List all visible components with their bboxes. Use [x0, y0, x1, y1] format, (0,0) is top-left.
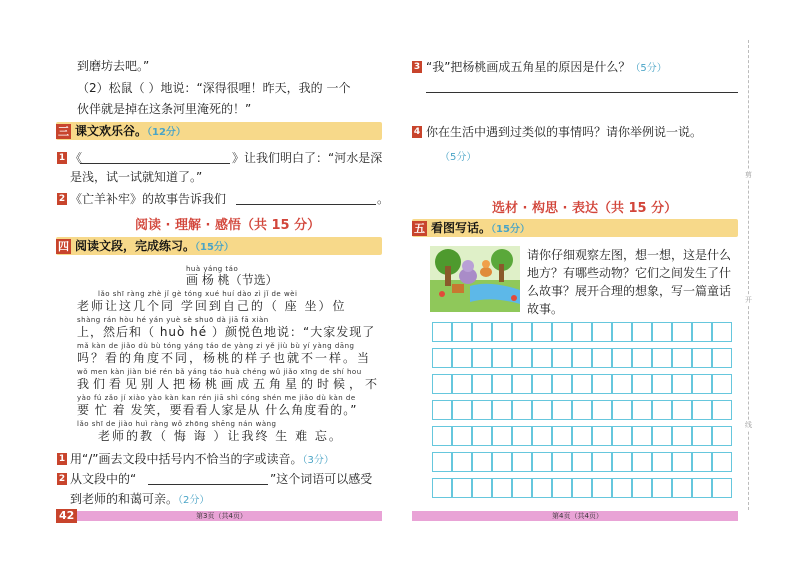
- grid-cell[interactable]: [512, 322, 532, 342]
- grid-cell[interactable]: [692, 322, 712, 342]
- cut-line: [748, 40, 749, 510]
- grid-cell[interactable]: [552, 478, 572, 498]
- grid-cell[interactable]: [592, 348, 612, 368]
- section-number: 五: [414, 222, 425, 235]
- question-text: 到老师的和蔼可亲。（2分）: [70, 492, 210, 506]
- answer-line[interactable]: [426, 92, 738, 93]
- grid-cell[interactable]: [592, 400, 612, 420]
- grid-cell[interactable]: [452, 426, 472, 446]
- grid-cell[interactable]: [452, 374, 472, 394]
- prompt-line: 故事。: [527, 302, 564, 316]
- grid-cell[interactable]: [692, 426, 712, 446]
- question-text: 《亡羊补牢》的故事告诉我们: [70, 192, 227, 206]
- grid-cell[interactable]: [592, 478, 612, 498]
- grid-cell[interactable]: [432, 452, 452, 472]
- grid-cell[interactable]: [692, 400, 712, 420]
- grid-cell[interactable]: [652, 322, 672, 342]
- grid-cell[interactable]: [632, 452, 652, 472]
- pinyin-line: yào fú zǎo jí xiào yào kàn kan rén jiā shì cóng shén me jiǎo dù kàn de: [77, 394, 356, 402]
- passage-line: 我们看见别人把杨桃画成五角星的时候，不: [77, 377, 382, 391]
- question-score: （2分）: [178, 495, 210, 506]
- grid-cell[interactable]: [692, 478, 712, 498]
- grid-cell[interactable]: [612, 426, 632, 446]
- grid-cell[interactable]: [552, 322, 572, 342]
- grid-cell[interactable]: [472, 348, 492, 368]
- grid-cell[interactable]: [432, 478, 452, 498]
- grid-cell[interactable]: [472, 400, 492, 420]
- grid-cell[interactable]: [472, 426, 492, 446]
- grid-cell[interactable]: [652, 374, 672, 394]
- section-title: 看图写话。（15分）: [431, 221, 530, 235]
- grid-cell[interactable]: [612, 452, 632, 472]
- grid-cell[interactable]: [712, 478, 732, 498]
- pinyin-line: lǎo shī de jiào huì ràng wǒ zhōng shēng nán wàng: [77, 420, 277, 428]
- grid-cell[interactable]: [492, 400, 512, 420]
- question-number: 3: [413, 62, 421, 72]
- grid-cell[interactable]: [492, 426, 512, 446]
- grid-cell[interactable]: [572, 478, 592, 498]
- grid-cell[interactable]: [452, 452, 472, 472]
- grid-cell[interactable]: [512, 348, 532, 368]
- grid-cell[interactable]: [592, 452, 612, 472]
- part-headline: 选材 · 构思 · 表达（共 15 分）: [492, 201, 678, 216]
- question-text: 用“/”画去文段中括号内不恰当的字或读音。（3分）: [70, 452, 334, 466]
- grid-cell[interactable]: [572, 374, 592, 394]
- grid-cell[interactable]: [472, 374, 492, 394]
- footer-page-text: 第4页（共4页）: [552, 512, 603, 520]
- pinyin-line: mǎ kàn de jiǎo dù bù tóng yáng táo de yàng zi yě jiù bù yí yàng dāng: [77, 342, 355, 350]
- grid-cell[interactable]: [472, 322, 492, 342]
- grid-cell[interactable]: [652, 478, 672, 498]
- grid-cell[interactable]: [632, 374, 652, 394]
- grid-cell[interactable]: [432, 374, 452, 394]
- section-score: （12分）: [147, 127, 186, 138]
- grid-cell[interactable]: [512, 374, 532, 394]
- section-score: （15分）: [195, 242, 234, 253]
- passage-line: 上，然后和（ huò hé ）颜悦色地说：“大家发现了: [77, 325, 376, 339]
- grid-cell[interactable]: [452, 322, 472, 342]
- grid-cell[interactable]: [592, 322, 612, 342]
- grid-cell[interactable]: [652, 400, 672, 420]
- section-title: 课文欢乐谷。（12分）: [75, 124, 186, 138]
- grid-cell[interactable]: [532, 478, 552, 498]
- passage-title-pinyin: huà yáng táo: [186, 265, 239, 273]
- grid-cell[interactable]: [492, 348, 512, 368]
- passage-line: 吗？看的角度不同，杨桃的样子也就不一样。当: [77, 351, 372, 365]
- question-text: 。: [377, 192, 390, 206]
- grid-cell[interactable]: [552, 452, 572, 472]
- question-text: 是浅，试一试就知道了。”: [70, 170, 203, 184]
- grid-cell[interactable]: [712, 374, 732, 394]
- grid-cell[interactable]: [712, 322, 732, 342]
- grid-cell[interactable]: [672, 322, 692, 342]
- grid-cell[interactable]: [592, 374, 612, 394]
- grid-cell[interactable]: [552, 374, 572, 394]
- pinyin-line: shàng rán hòu hé yán yuè sè shuō dà jiā fā xiàn: [77, 316, 269, 324]
- grid-cell[interactable]: [432, 322, 452, 342]
- question-score: （5分）: [440, 152, 477, 163]
- question-number: 4: [413, 127, 421, 137]
- question-text: 从文段中的“: [70, 472, 137, 486]
- part-headline: 阅读 · 理解 · 感悟（共 15 分）: [135, 218, 321, 233]
- grid-cell[interactable]: [532, 452, 552, 472]
- grid-cell[interactable]: [672, 348, 692, 368]
- grid-cell[interactable]: [452, 478, 472, 498]
- question-text: ”这个词语可以感受: [270, 472, 373, 486]
- grid-cell[interactable]: [512, 478, 532, 498]
- passage-line: 老师的教（ 悔 诲 ）让我终 生 难 忘。: [98, 429, 343, 443]
- question-number: 1: [58, 454, 66, 464]
- section-number: 三: [58, 125, 69, 138]
- passage-title: 画 杨 桃（节选）: [186, 273, 278, 287]
- grid-cell[interactable]: [552, 426, 572, 446]
- margin-mark: 线: [745, 421, 752, 429]
- grid-cell[interactable]: [672, 452, 692, 472]
- answer-blank[interactable]: [80, 163, 230, 164]
- question-score: （5分）: [630, 63, 667, 74]
- grid-cell[interactable]: [512, 452, 532, 472]
- grid-cell[interactable]: [492, 374, 512, 394]
- grid-cell[interactable]: [592, 426, 612, 446]
- grid-cell[interactable]: [712, 348, 732, 368]
- grid-cell[interactable]: [612, 478, 632, 498]
- grid-cell[interactable]: [712, 426, 732, 446]
- grid-cell[interactable]: [672, 426, 692, 446]
- grid-cell[interactable]: [572, 452, 592, 472]
- grid-cell[interactable]: [652, 426, 672, 446]
- grid-cell[interactable]: [552, 400, 572, 420]
- passage-line: 老师让这几个同 学回到自己的（ 座 坐）位: [77, 299, 347, 313]
- section-number: 四: [58, 240, 69, 253]
- grid-cell[interactable]: [532, 322, 552, 342]
- footer-page-text: 第3页（共4页）: [196, 512, 247, 520]
- grid-cell[interactable]: [532, 400, 552, 420]
- question-text: 》让我们明白了：“河水是深: [232, 151, 383, 165]
- grid-cell[interactable]: [572, 322, 592, 342]
- prompt-line: 请你仔细观察左图，想一想，这是什么: [527, 248, 732, 262]
- page-footer: [412, 511, 738, 521]
- grid-cell[interactable]: [612, 322, 632, 342]
- grid-cell[interactable]: [612, 348, 632, 368]
- text-line: 伙伴就是掉在这条河里淹死的！”: [77, 102, 252, 116]
- grid-cell[interactable]: [572, 426, 592, 446]
- grid-cell[interactable]: [432, 400, 452, 420]
- question-text: “我”把杨桃画成五角星的原因是什么？（5分）: [426, 60, 667, 74]
- prompt-line: 地方？有哪些动物？它们之间发生了什: [527, 266, 732, 280]
- grid-cell[interactable]: [432, 348, 452, 368]
- grid-cell[interactable]: [552, 348, 572, 368]
- question-text: 《: [70, 151, 83, 165]
- grid-cell[interactable]: [532, 374, 552, 394]
- grid-cell[interactable]: [632, 400, 652, 420]
- writing-grid[interactable]: [432, 322, 732, 502]
- grid-cell[interactable]: [632, 426, 652, 446]
- grid-cell[interactable]: [472, 478, 492, 498]
- story-illustration: [430, 246, 520, 312]
- grid-cell[interactable]: [432, 426, 452, 446]
- question-number: 1: [58, 153, 66, 163]
- section-title: 阅读文段，完成练习。（15分）: [75, 239, 234, 253]
- section-score: （15分）: [491, 224, 530, 235]
- grid-cell[interactable]: [512, 400, 532, 420]
- grid-cell[interactable]: [632, 478, 652, 498]
- grid-cell[interactable]: [712, 400, 732, 420]
- grid-cell[interactable]: [672, 478, 692, 498]
- margin-mark: 开: [745, 296, 752, 304]
- grid-cell[interactable]: [652, 452, 672, 472]
- grid-cell[interactable]: [512, 426, 532, 446]
- page-number: 42: [56, 509, 77, 523]
- text-line: 到磨坊去吧。”: [77, 59, 150, 73]
- grid-cell[interactable]: [672, 374, 692, 394]
- answer-blank[interactable]: [236, 204, 376, 205]
- grid-cell[interactable]: [532, 348, 552, 368]
- margin-mark: 剪: [745, 171, 752, 179]
- text-line: （2）松鼠（ ）地说：“深得很哩！昨天，我的 一个: [77, 81, 351, 95]
- grid-cell[interactable]: [692, 348, 712, 368]
- grid-cell[interactable]: [532, 426, 552, 446]
- grid-cell[interactable]: [632, 348, 652, 368]
- grid-cell[interactable]: [572, 348, 592, 368]
- grid-cell[interactable]: [632, 322, 652, 342]
- grid-cell[interactable]: [492, 478, 512, 498]
- grid-cell[interactable]: [612, 374, 632, 394]
- grid-cell[interactable]: [572, 400, 592, 420]
- answer-blank[interactable]: [148, 484, 268, 485]
- page-footer: [56, 511, 382, 521]
- pinyin-line: lǎo shī ràng zhè jǐ gè tóng xué huí dào zì jǐ de wèi: [98, 290, 298, 298]
- prompt-line: 么故事？展开合理的想象，写一篇童话: [527, 284, 732, 298]
- grid-cell[interactable]: [692, 452, 712, 472]
- question-number: 2: [58, 194, 66, 204]
- grid-cell[interactable]: [712, 452, 732, 472]
- grid-cell[interactable]: [472, 452, 492, 472]
- grid-cell[interactable]: [452, 348, 472, 368]
- grid-cell[interactable]: [672, 400, 692, 420]
- grid-cell[interactable]: [692, 374, 712, 394]
- grid-cell[interactable]: [652, 348, 672, 368]
- grid-cell[interactable]: [452, 400, 472, 420]
- grid-cell[interactable]: [492, 322, 512, 342]
- pinyin-line: wǒ men kàn jiàn bié rén bǎ yáng táo huà chéng wǔ jiǎo xīng de shí hou: [77, 368, 362, 376]
- grid-cell[interactable]: [492, 452, 512, 472]
- grid-cell[interactable]: [612, 400, 632, 420]
- question-number: 2: [58, 474, 66, 484]
- question-text: 你在生活中遇到过类似的事情吗？请你举例说一说。: [426, 125, 703, 139]
- question-score: （3分）: [302, 455, 334, 466]
- passage-line: 要 忙 着 发笑，要看看人家是从 什么角度看的。”: [77, 403, 358, 417]
